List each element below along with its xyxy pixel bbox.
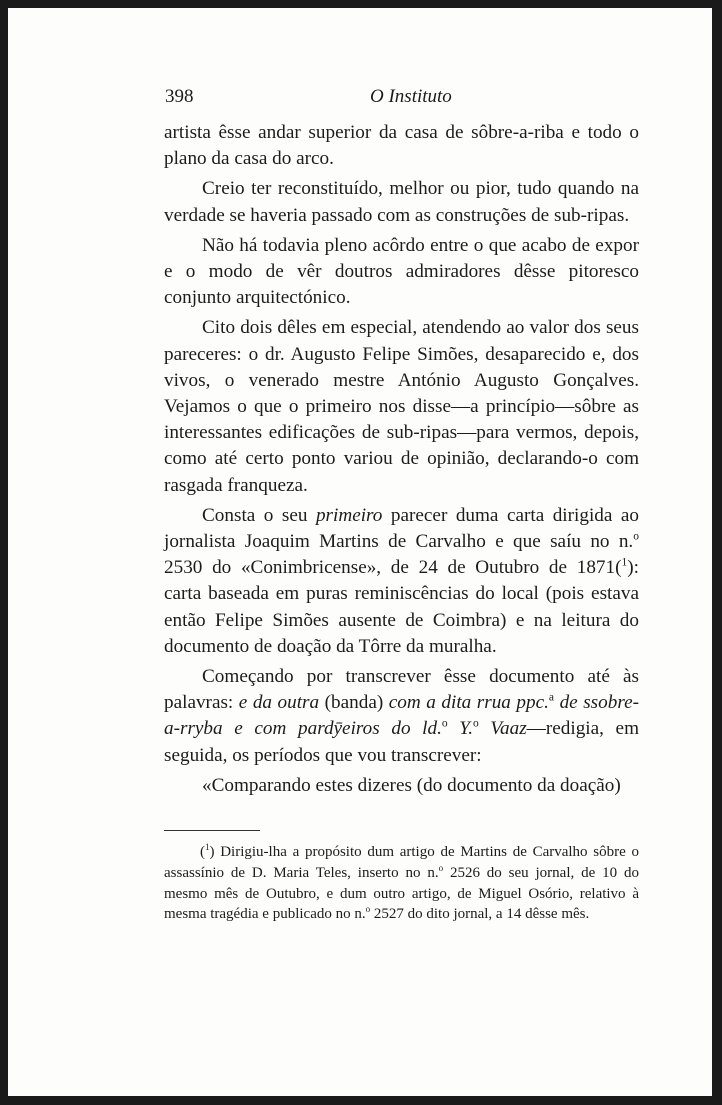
footnote-divider [164, 830, 260, 831]
text-run: (banda) [319, 692, 389, 714]
paragraph-7: «Comparando estes dizeres (do documento da doação) [202, 774, 621, 796]
paragraph-3: Não há todavia pleno acôrdo entre o que acabo de expor e o modo de vêr doutros admiradores dêsse pitoresco conjunto arquitectónico. [164, 234, 639, 309]
paragraph-4: Cito dois dêles em especial, atendendo ao valor dos seus pareceres: o dr. Augusto Felipe Simões, desaparecido e, dos vivos, o venerado mestre António Augusto Gonçalves. Vejamos o que o primeiro nos disse—a princípio—sôbre as interessantes edificações de sub-ripas—para vermos, depois, como até certo ponto variou de opinião, declarando-o com rasgada franqueza. [164, 317, 639, 496]
superscript: o [633, 530, 639, 543]
superscript: o [365, 904, 371, 915]
italic-run: de ssobre-a-rryba e com pardȳeiros do ld. [164, 692, 639, 740]
paragraph-6 [164, 664, 639, 769]
italic-run: e da outra [238, 692, 320, 714]
footnote-1 [164, 842, 639, 925]
text-run: Começando por transcrever êsse documento até às palavras: [164, 666, 639, 714]
page-number: 398 [165, 86, 194, 107]
superscript: a [548, 691, 555, 704]
text-run: Consta o seu [202, 504, 316, 526]
text-run: Dirigiu-lha a propósito dum artigo de Martins de Carvalho sôbre o assassínio de D. Maria Teles, inserto no n. [164, 844, 639, 881]
text-run: 2530 do «Conimbricense», de 24 de Outubro de 1871( [164, 557, 622, 579]
paragraph-5 [164, 503, 639, 660]
superscript: o [473, 718, 479, 731]
text-run: ): carta baseada em puras reminiscências do local (pois estava então Felipe Simões ausente de Coimbra) e na leitura do documento de doação da Tôrre da muralha. [164, 557, 639, 657]
paragraph-1: artista êsse andar superior da casa de sôbre-a-riba e todo o plano da casa do arco. [164, 122, 639, 170]
text-run: 2526 do seu jornal, de 10 do mesmo mês de Outubro, e dum outro artigo, de Miguel Osório, relativo à mesma tragédia e publicado no n. [164, 864, 640, 923]
footnote-marker-number: 1 [205, 842, 210, 852]
footnotes [164, 842, 639, 925]
italic-run: primeiro [315, 504, 383, 526]
italic-run: Y. [447, 718, 474, 740]
page-header [165, 86, 630, 114]
italic-run: Vaaz [478, 718, 527, 740]
superscript: o [441, 718, 448, 731]
italic-run: com a dita rrua ppc. [388, 692, 549, 714]
text-run: —redigia, em seguida, os períodos que vou transcrever: [164, 718, 640, 766]
paragraph-2: Creio ter reconstituído, melhor ou pior, tudo quando na verdade se haveria passado com as construções de sub-ripas. [164, 178, 639, 226]
body-text [164, 120, 639, 803]
text-run: 2527 do dito jornal, a 14 dêsse mês. [370, 906, 590, 923]
footnote-marker: ($^1$) [200, 842, 215, 860]
footnote-ref[interactable]: 1 [621, 556, 628, 569]
text-run: parecer duma carta dirigida ao jornalista Joaquim Martins de Carvalho e que saíu no n. [164, 504, 639, 553]
running-title: O Instituto [370, 86, 452, 107]
superscript: o [438, 862, 444, 873]
